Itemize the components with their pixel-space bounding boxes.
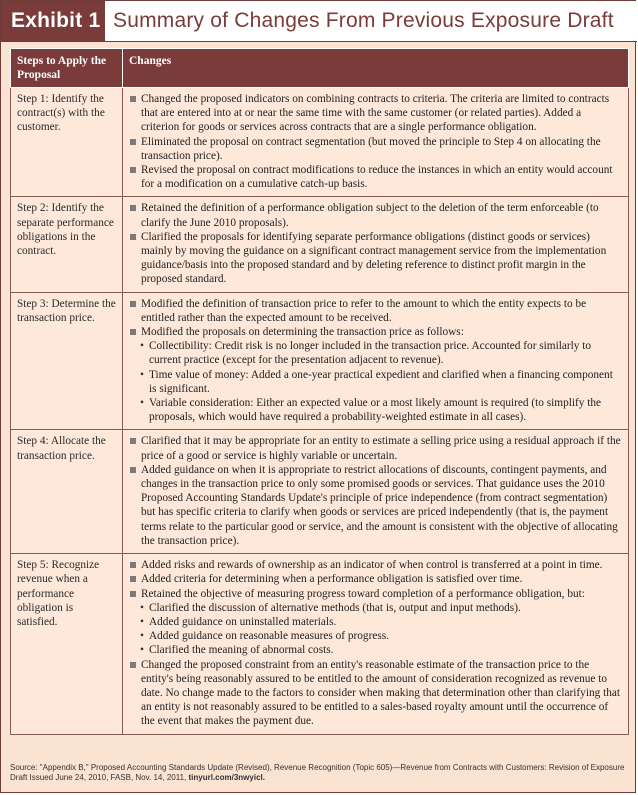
- changes-cell: [123, 292, 629, 430]
- source-note: [10, 763, 628, 783]
- change-item: Retained the objective of measuring progress toward completion of a performance obligation, but:: [129, 587, 622, 601]
- step-cell: Step 4: Allocate the transaction price.: [11, 430, 123, 554]
- table-row: [11, 292, 629, 430]
- exhibit-label: Exhibit 1: [1, 1, 105, 41]
- source-text: Source: "Appendix B," Proposed Accounting Standards Update (Revised), Revenue Recognition (Topic 605)—Revenue from Contracts with Customers: Revision of Exposure Draft Issued June 24, 2010, FASB, Nov. 14, 2011,: [10, 763, 625, 782]
- exhibit-title: Summary of Changes From Previous Exposure Draft: [113, 9, 614, 32]
- change-subitem: • Clarified the discussion of alternative methods (that is, output and input methods).: [129, 601, 622, 615]
- changes-cell: [123, 88, 629, 197]
- change-item: Eliminated the proposal on contract segmentation (but moved the principle to Step 4 on allocating the transaction price).: [129, 135, 622, 163]
- step-cell: Step 5: Recognize revenue when a performance obligation is satisfied.: [11, 554, 123, 734]
- changes-cell: [123, 197, 629, 292]
- change-item: Modified the definition of transaction price to refer to the amount to which the entity expects to be entitled rather than the expected amount to be received.: [129, 297, 622, 325]
- step-cell: Step 3: Determine the transaction price.: [11, 292, 123, 430]
- change-item: Added guidance on when it is appropriate to restrict allocations of discounts, contingent payments, and changes in the transaction price to only some promised goods or services. That guidance uses the 2010 Proposed Accounting Standards Update's principle of price independence (from contract segmentation) but has specific criteria to clarify when goods or services are priced independently (that is, the payment terms relate to the particular good or service, and the amount is consistent with the objective of allocating the transaction price).: [129, 463, 622, 548]
- change-subitem: • Added guidance on reasonable measures of progress.: [129, 629, 622, 643]
- column-header-changes: Changes: [123, 49, 629, 88]
- step-cell: Step 1: Identify the contract(s) with the customer.: [11, 88, 123, 197]
- exhibit-header: [1, 1, 637, 42]
- change-item: Added criteria for determining when a performance obligation is satisfied over time.: [129, 572, 622, 586]
- change-item: Clarified the proposals for identifying separate performance obligations (distinct goods or services) mainly by moving the guidance on a significant contract management service from the implementation guidance/basis into the proposed standard and by deleting reference to distinct profit margin in the proposed standard.: [129, 230, 622, 287]
- change-subitem: • Time value of money: Added a one-year practical expedient and clarified when a financing component is significant.: [129, 368, 622, 396]
- change-item: Retained the definition of a performance obligation subject to the deletion of the term enforceable (to clarify the June 2010 proposals).: [129, 201, 622, 229]
- column-header-steps: Steps to Apply the Proposal: [11, 49, 123, 88]
- changes-cell: [123, 430, 629, 554]
- change-item: Changed the proposed constraint from an entity's reasonable estimate of the transaction price to the entity's being reasonably assured to be entitled to the amount of consideration recognized as revenue to date. No change made to the factors to consider when making that determination other than clarifying that an entity is not reasonably assured to be entitled to a sales-based royalty amount until the occurrence of the event that makes the payment due.: [129, 658, 622, 729]
- change-item: Revised the proposal on contract modifications to reduce the instances in which an entity would account for a modification on a cumulative catch-up basis.: [129, 163, 622, 191]
- source-link[interactable]: tinyurl.com/3nwyicl.: [188, 773, 265, 782]
- changes-cell: [123, 554, 629, 734]
- table-row: [11, 88, 629, 197]
- change-subitem: • Variable consideration: Either an expected value or a most likely amount is required (to simplify the proposals, which would have required a probability-weighted estimate in all cases).: [129, 396, 622, 424]
- change-item: Added risks and rewards of ownership as an indicator of when control is transferred at a point in time.: [129, 558, 622, 572]
- table-header-row: [11, 49, 629, 88]
- change-item: Changed the proposed indicators on combining contracts to criteria. The criteria are limited to contracts that are entered into at or near the same time with the same customer (or related parties). Added a criterion for goods or services across contracts that are a single performance obligation.: [129, 92, 622, 135]
- table-row: [11, 430, 629, 554]
- step-cell: Step 2: Identify the separate performance obligations in the contract.: [11, 197, 123, 292]
- change-subitem: • Added guidance on uninstalled materials.: [129, 615, 622, 629]
- change-item: Modified the proposals on determining the transaction price as follows:: [129, 325, 622, 339]
- table-row: [11, 554, 629, 734]
- change-item: Clarified that it may be appropriate for an entity to estimate a selling price using a residual approach if the price of a good or service is highly variable or uncertain.: [129, 434, 622, 462]
- changes-table: [10, 48, 629, 735]
- change-subitem: • Clarified the meaning of abnormal costs.: [129, 643, 622, 657]
- table-row: [11, 197, 629, 292]
- change-subitem: • Collectibility: Credit risk is no longer included in the transaction price. Accounted for similarly to current practice (except for the presentation adjacent to revenue).: [129, 339, 622, 367]
